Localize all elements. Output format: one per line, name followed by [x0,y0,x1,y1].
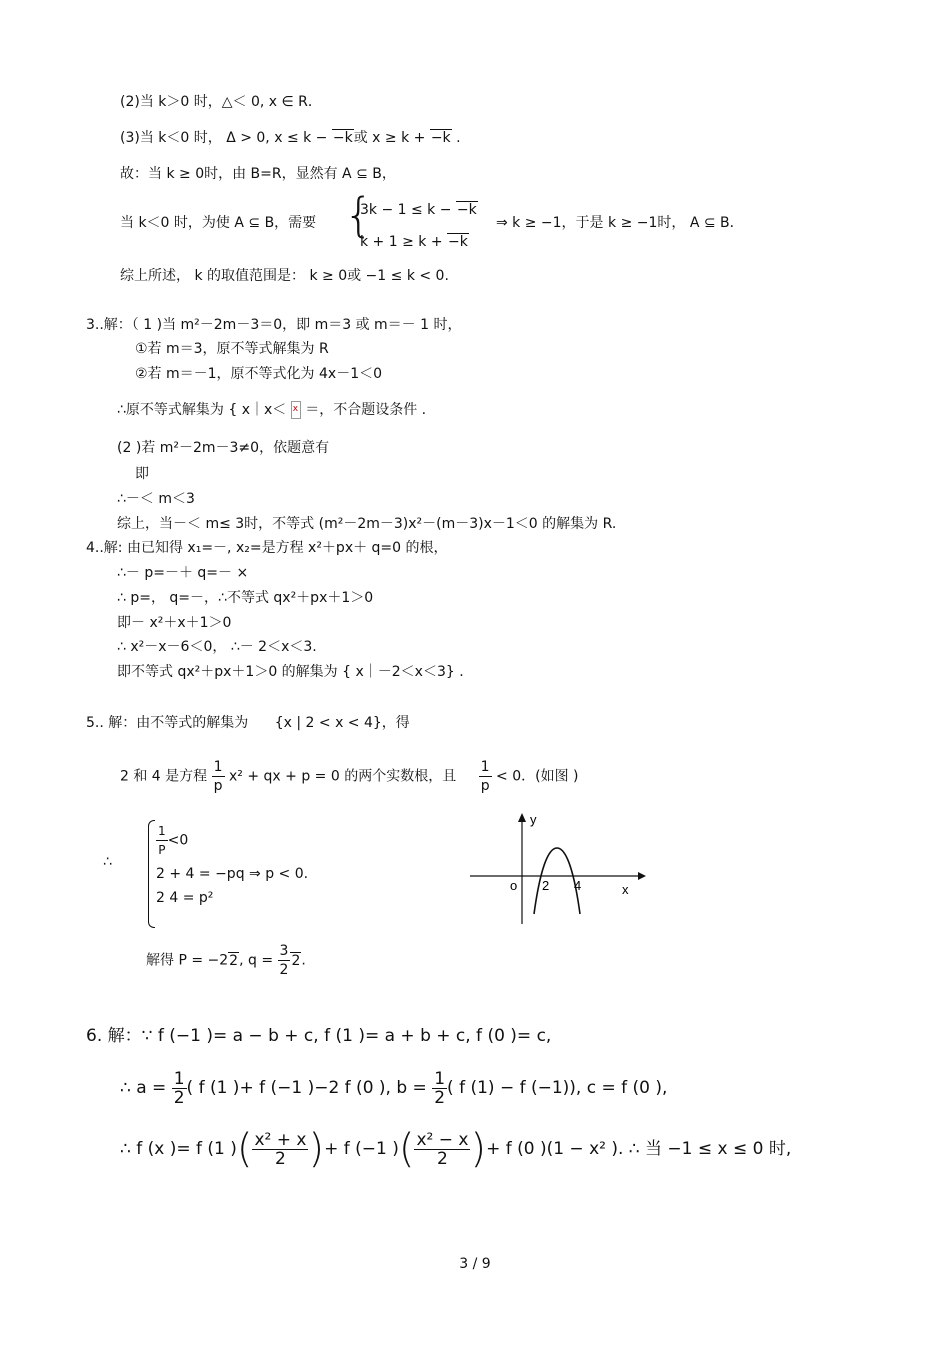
denominator: p [480,778,490,794]
denominator: 2 [173,1087,185,1108]
system-eq-1 [156,822,188,859]
system-eq-3: 2 4 = p² [156,890,214,906]
text: . [301,952,306,969]
text: ∴ f (x )= f (1 ) [120,1139,237,1159]
p3-line-8: 综上，当－＜ m≤ 3时，不等式 (m²－2m－3)x²－(m－3)x－1＜0 的解集为 R. [117,516,617,532]
paren: ) [470,1126,487,1172]
numerator: 1 [213,759,223,775]
line-therefore-k-nonneg: 故：当 k ≥ 0时，由 B=R，显然有 A ⊆ B， [120,166,396,182]
numerator: 1 [434,1068,446,1089]
sqrt: 2 [229,952,239,969]
numerator: 3 [279,943,289,959]
text: <0 [167,832,189,849]
text: + f (−1 ) [324,1139,399,1159]
text: 5.. 解：由不等式的解集为 [86,715,249,731]
sqrt: −k [456,202,477,218]
system-line-2 [360,232,469,252]
text: ∴原不等式解集为 { x｜x＜ [117,402,287,418]
p3-line-4 [117,400,426,420]
p5-solution [146,942,306,979]
left-brace: { [344,188,374,242]
denominator: p [213,778,223,794]
fraction [432,1070,447,1107]
text: < 0．(如图 ) [496,768,579,785]
sqrt: −k [430,130,451,146]
fraction [278,942,291,979]
origin-label: o [510,878,518,893]
fraction [252,1131,308,1168]
p5-line-2 [120,758,579,795]
text: 解得 P = −2 [146,952,229,969]
broken-image-icon: x [291,401,301,419]
text: . [451,130,461,146]
paren: ( [398,1126,415,1172]
numerator: x² − x [416,1129,469,1150]
p3-line-3: ②若 m＝－1，原不等式化为 4x－1＜0 [135,366,383,382]
p3-line-7: ∴－＜ m＜3 [117,491,195,507]
fraction [414,1131,470,1168]
paren: ) [308,1126,325,1172]
text: 或 x ≥ k + [353,130,430,146]
sqrt: −k [448,234,468,250]
text: (3)当 k＜0 时， Δ > 0, x ≤ k − [120,130,332,146]
denominator: 2 [279,962,289,978]
system-eq-2: 2 + 4 = −pq ⇒ p < 0. [156,866,309,882]
denominator: 2 [275,1148,286,1169]
x-arrow-icon [638,872,646,880]
text: ，得 [381,715,410,731]
therefore-symbol: ∴ [103,854,112,870]
p4-line-2: ∴－ p=－＋ q=－ × [117,565,249,581]
denominator: 2 [437,1148,448,1169]
p6-line-1: 6. 解：∵ f (−1 )= a − b + c, f (1 )= a + b + c, f (0 )= c, [86,1026,552,1046]
system-line-1 [360,200,478,220]
tick-label: 4 [574,878,582,893]
fraction [479,758,492,795]
fraction [156,822,168,859]
text: ＝，不合题设条件 . [305,402,427,418]
denominator: 2 [434,1087,446,1108]
line-condition-intro: 当 k＜0 时，为使 A ⊆ B，需要 [120,215,317,231]
p4-line-4: 即－ x²＋x＋1＞0 [117,615,232,631]
numerator: 1 [156,822,168,841]
numerator: 1 [173,1068,185,1089]
p4-line-1: 4..解: 由已知得 x₁=－, x₂=是方程 x²＋px＋ q=0 的根， [86,540,448,556]
fraction [212,758,225,795]
solution-set: {x | 2 < x < 4} [274,715,382,731]
p3-line-1: 3..解：（ 1 )当 m²－2m－3＝0，即 m＝3 或 m＝－ 1 时， [86,317,462,333]
line-implication: ⇒ k ≥ −1，于是 k ≥ −1时， A ⊆ B． [496,215,744,231]
p3-line-2: ①若 m＝3，原不等式解集为 R [135,341,329,357]
text: + f (0 )(1 − x² ). ∴ 当 −1 ≤ x ≤ 0 时, [486,1139,792,1159]
y-arrow-icon [518,813,526,822]
p6-line-3 [120,1124,791,1174]
numerator: 1 [480,759,490,775]
parabola-graph [470,810,650,930]
text: 2 和 4 是方程 [120,768,208,785]
sqrt: 2 [291,952,301,969]
p3-line-5: (2 )若 m²－2m－3≠0，依题意有 [117,440,330,456]
left-brace [148,820,155,928]
line-k-negative [120,128,461,148]
paren: ( [236,1126,253,1172]
denominator: P [158,843,166,857]
text: , q = [239,952,274,969]
y-label: y [530,812,537,827]
page-number: 3 / 9 [459,1256,491,1272]
tick-label: 2 [542,878,550,893]
text: ( f (1) − f (−1)), c = f (0 ), [447,1078,668,1098]
p5-line-1 [86,713,410,733]
p4-line-6: 即不等式 qx²＋px＋1＞0 的解集为 { x｜－2＜x＜3} . [117,664,464,680]
fraction [172,1070,187,1107]
text: 3k − 1 ≤ k − [360,202,456,218]
text: ∴ a = [120,1078,167,1098]
line-summary-range: 综上所述， k 的取值范围是： k ≥ 0或 −1 ≤ k < 0. [120,268,449,284]
text: ( f (1 )+ f (−1 )−2 f (0 ), b = [186,1078,427,1098]
numerator: x² + x [254,1129,307,1150]
sqrt: −k [332,130,353,146]
text: x² + qx + p = 0 的两个实数根，且 [229,768,457,785]
x-label: x [622,882,629,897]
p4-line-5: ∴ x²－x－6＜0， ∴－ 2＜x＜3. [117,639,317,655]
p6-line-2 [120,1068,667,1108]
p3-line-6: 即 [135,466,149,482]
p4-line-3: ∴ p=， q=－，∴不等式 qx²＋px＋1＞0 [117,590,374,606]
text: k + 1 ≥ k + [360,234,448,250]
line-k-positive: (2)当 k＞0 时，△＜ 0, x ∈ R． [120,94,322,110]
